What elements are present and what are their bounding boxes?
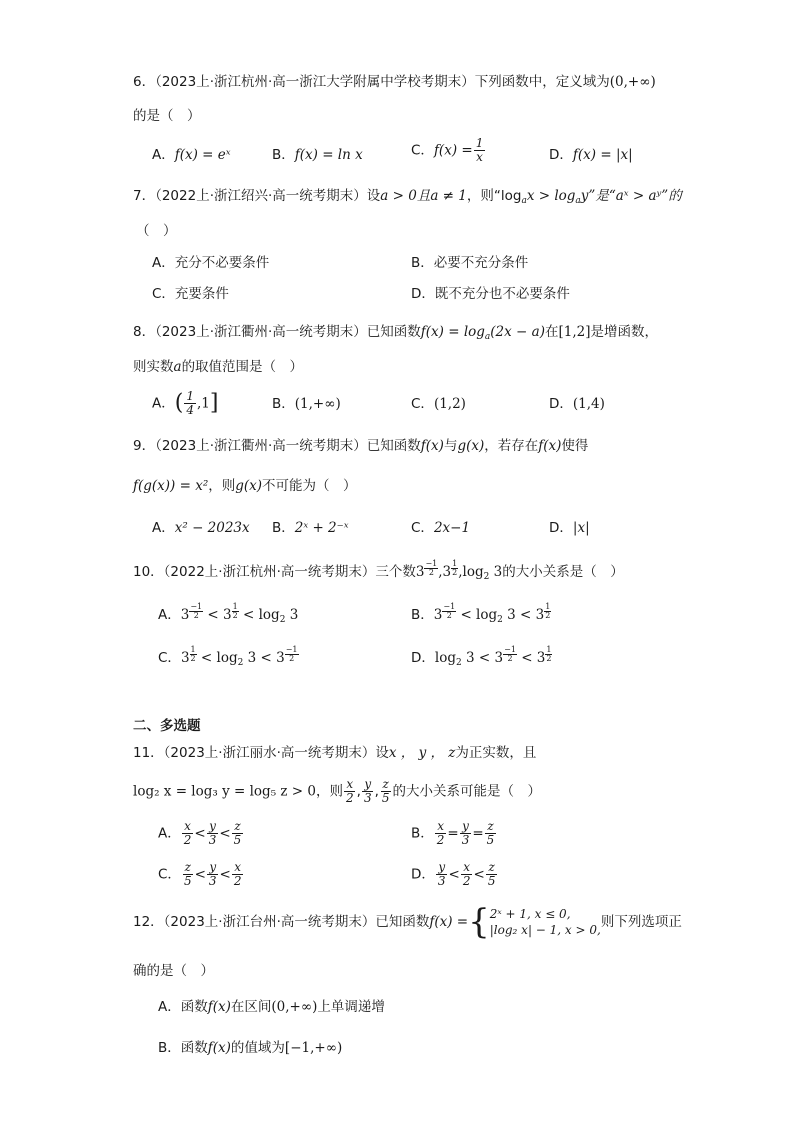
q6-stem-text: 6．（2023上·浙江杭州·高一浙江大学附属中学校考期末）下列函数中，定义域为 xyxy=(133,74,610,90)
q7-option-b: B．必要不充分条件 xyxy=(411,255,529,271)
q6-interval: (0,+∞) xyxy=(609,74,656,90)
q8-option-b: B．(1,+∞) xyxy=(272,396,341,412)
q7-option-a: A．充分不必要条件 xyxy=(152,255,270,271)
q11-option-d: D． $\frac{y}{3}$ < $\frac{x}{2}$ < $\frac{z}{5}$ xyxy=(411,860,496,888)
q10-option-b: B．3 $\frac{-1}{2}$ < $\log_2 3 < 3$ $\frac{1}{2}$ xyxy=(411,602,551,625)
question-11-stem: 11．（2023上·浙江丽水·高一统考期末）设x ， y ， z为正实数，且 xyxy=(133,745,537,761)
question-8-stem-line2: 则实数a的取值范围是（ ） xyxy=(133,359,304,375)
q6-option-c: C．f(x) = $\frac{1}{x}$ xyxy=(411,136,484,164)
q6-option-a: A．f(x) = eˣ xyxy=(152,147,231,163)
q11-option-c: C． $\frac{z}{5}$ < $\frac{y}{3}$ < $\frac{x}{2}$ xyxy=(158,860,242,888)
q10-option-d: D．$\log_2 3 < 3$ $\frac{-1}{2}$ < 3 $\frac{1}{2}$ xyxy=(411,645,552,668)
q9-option-c: C．2x−1 xyxy=(411,520,471,536)
q6-option-d: D．f(x) = |x| xyxy=(549,147,633,163)
q9-option-a: A．x² − 2023x xyxy=(152,520,250,536)
q6-stem-text-2: 的是（ ） xyxy=(133,108,201,124)
q12-option-a: A．函数f(x)在区间(0,+∞)上单调递增 xyxy=(158,999,385,1015)
q11-option-a: A． $\frac{x}{2}$ < $\frac{y}{3}$ < $\frac{z}{5}$ xyxy=(158,819,242,847)
question-9-stem: 9．（2023上·浙江衢州·高一统考期末）已知函数f(x)与g(x)，若存在f(x)使得 xyxy=(133,438,589,454)
q8-option-a: A．( $\frac{1}{4}$ ,1] xyxy=(152,389,219,417)
question-12-stem-line2: 确的是（ ） xyxy=(133,963,214,979)
question-7-paren: （ ） xyxy=(136,223,177,239)
question-7-stem: 7．（2022上·浙江绍兴·高一统考期末）设a > 0且a ≠ 1，则“$\log_ax > \log_ay$”是“aˣ > aʸ”的 xyxy=(133,188,682,206)
q8-option-d: D．(1,4) xyxy=(549,396,605,412)
question-8-stem: 8．（2023上·浙江衢州·高一统考期末）已知函数$f(x) = \log_a(2x - a)$在[1,2]是增函数， xyxy=(133,324,658,342)
question-9-stem-line2: f(g(x)) = x²，则g(x)不可能为（ ） xyxy=(133,478,357,494)
q6-option-b: B．f(x) = ln x xyxy=(272,147,363,163)
q10-option-c: C．3 $\frac{1}{2}$ < $\log_2 3 < 3$ $\frac{-1}{2}$ xyxy=(158,645,298,668)
q12-option-b: B．函数f(x)的值域为[−1,+∞) xyxy=(158,1040,343,1056)
q8-option-c: C．(1,2) xyxy=(411,396,466,412)
q9-option-d: D．|x| xyxy=(549,520,590,536)
section-2-title: 二、多选题 xyxy=(133,718,201,734)
q9-option-b: B．2ˣ + 2⁻ˣ xyxy=(272,520,349,536)
q7-option-d: D．既不充分也不必要条件 xyxy=(411,286,570,302)
question-10-stem: 10．（2022上·浙江杭州·高一统考期末）三个数3 $\frac{-1}{2}$ ,3 $\frac{1}{2}$ $,\log_2$ 3的大小关系是（ ） xyxy=(133,559,624,582)
question-6-stem xyxy=(133,72,656,92)
question-6-stem-line2 xyxy=(133,106,201,126)
question-11-stem-line2: log₂ x = log₃ y = log₅ z > 0，则 $\frac{x}{2}$ , $\frac{y}{3}$ , $\frac{z}{5}$ 的大小关系可能是（ ） xyxy=(133,777,542,805)
q7-option-c: C．充要条件 xyxy=(152,286,229,302)
q10-option-a: A．3 $\frac{-1}{2}$ < 3 $\frac{1}{2}$ < $\log_2 3$ xyxy=(158,602,299,625)
q11-option-b: B． $\frac{x}{2}$ = $\frac{y}{3}$ = $\frac{z}{5}$ xyxy=(411,819,495,847)
question-12-stem: 12．（2023上·浙江台州·高一统考期末）已知函数f(x) ={ 2ˣ + 1, x ≤ 0, |log₂ x| − 1, x > 0, 则下列选项正 xyxy=(133,902,682,942)
